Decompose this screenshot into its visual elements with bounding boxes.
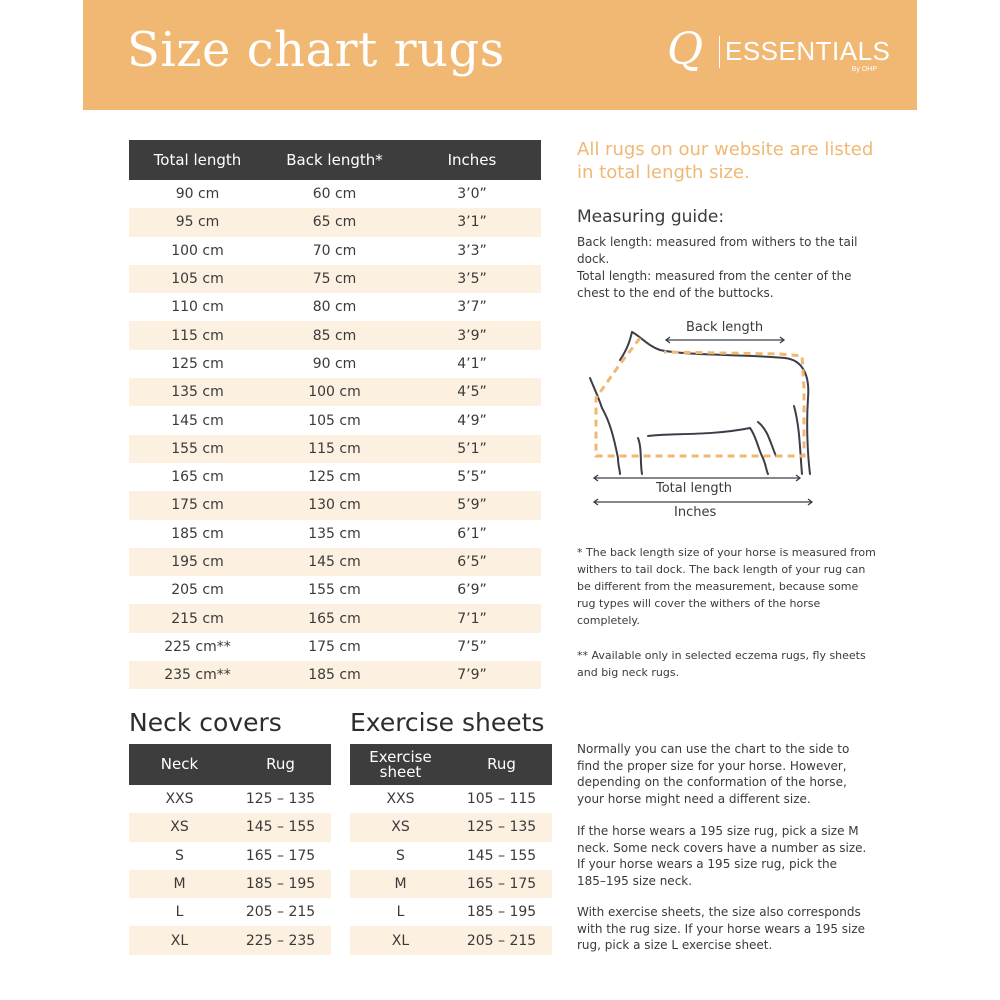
inches-cell: 4’9” — [457, 412, 487, 429]
back-length-footnote: * The back length size of your horse is measured from withers to tail dock. The back length of your rug can be different from the measurement, because some rug types will cover the withers of the horse completely. — [577, 546, 876, 627]
header-back-length: Back length* — [266, 140, 403, 180]
rug-range-cell: 205 – 215 — [451, 926, 552, 954]
table-row — [350, 870, 552, 898]
diagram-inches-label: Inches — [674, 505, 717, 520]
neck-size-cell: M — [129, 870, 230, 898]
table-row — [129, 548, 541, 576]
table-row — [129, 293, 541, 321]
measuring-guide-title: Measuring guide: — [577, 207, 725, 227]
table-row — [350, 842, 552, 870]
inches-cell: 3’3” — [457, 242, 487, 259]
table-row — [129, 576, 541, 604]
rug-range-cell: 125 – 135 — [451, 813, 552, 841]
back-length-cell: 70 cm — [312, 242, 357, 259]
table-row — [350, 898, 552, 926]
neck-covers-title: Neck covers — [129, 708, 282, 737]
back-length-cell: 135 cm — [308, 525, 361, 542]
rug-range-cell: 145 – 155 — [230, 813, 331, 841]
inches-cell: 3’0” — [457, 186, 487, 203]
table-row — [129, 842, 331, 870]
total-length-cell: 165 cm — [171, 469, 224, 486]
rug-range-cell: 205 – 215 — [245, 904, 316, 921]
header-total-length: Total length — [129, 140, 266, 180]
table-row — [129, 208, 541, 236]
total-length-cell: 225 cm** — [164, 638, 231, 655]
sheet-size-cell: M — [350, 870, 451, 898]
horse-outline-icon — [580, 318, 830, 528]
back-length-cell: 85 cm — [266, 321, 403, 349]
table-row — [129, 870, 331, 898]
table-row — [129, 237, 541, 265]
table-header-row — [129, 744, 331, 785]
logo-divider — [719, 36, 720, 68]
sheet-size-cell: XS — [350, 813, 451, 841]
total-length-cell: 235 cm** — [129, 661, 266, 689]
page-title: Size chart rugs — [127, 22, 505, 78]
rug-size-table — [129, 140, 541, 689]
table-row — [129, 785, 331, 813]
table-row — [350, 813, 552, 841]
header-banner — [83, 0, 917, 110]
rug-range-cell: 165 – 175 — [245, 847, 316, 864]
back-length-cell: 145 cm — [266, 548, 403, 576]
inches-cell: 3’5” — [403, 265, 541, 293]
back-length-cell: 165 cm — [266, 604, 403, 632]
table-row — [129, 604, 541, 632]
back-length-cell: 185 cm — [266, 661, 403, 689]
table-row — [129, 926, 331, 954]
rug-range-cell: 185 – 195 — [230, 870, 331, 898]
inches-cell: 4’5” — [403, 378, 541, 406]
sizing-paragraph: Normally you can use the chart to the side to find the proper size for your horse. However, depending on the conformation of the horse, your horse might need a different size. — [577, 742, 850, 806]
guide-back-length: Back length: measured from withers to the tail dock. — [577, 235, 858, 266]
sheet-size-cell: XL — [350, 926, 451, 954]
neck-sizing-paragraph: If the horse wears a 195 size rug, pick a size M neck. Some neck covers have a number as size. If your horse wears a 195 size rug, pick the 185–195 size neck. — [577, 824, 867, 888]
neck-cover-table — [129, 744, 331, 955]
rug-range-cell: 165 – 175 — [451, 870, 552, 898]
exercise-sheet-table — [350, 744, 552, 955]
exercise-sheets-title: Exercise sheets — [350, 708, 545, 737]
total-length-cell: 175 cm — [129, 491, 266, 519]
table-row — [350, 926, 552, 954]
total-length-headline: All rugs on our website are listed in total length size. — [577, 139, 874, 183]
total-length-cell: 205 cm — [171, 582, 224, 599]
back-length-cell: 80 cm — [312, 299, 357, 316]
neck-size-cell: XS — [129, 813, 230, 841]
total-length-cell: 195 cm — [129, 548, 266, 576]
rug-range-cell: 145 – 155 — [466, 847, 537, 864]
back-length-cell: 90 cm — [312, 355, 357, 372]
sheet-size-cell: L — [396, 904, 405, 921]
back-length-cell: 65 cm — [266, 208, 403, 236]
table-row — [129, 491, 541, 519]
neck-size-cell: XXS — [165, 791, 194, 808]
header-neck: Neck — [129, 744, 230, 785]
total-length-cell: 155 cm — [129, 435, 266, 463]
total-length-cell: 115 cm — [129, 321, 266, 349]
exercise-sizing-paragraph: With exercise sheets, the size also corresponds with the rug size. If your horse wears a 195 size rug, pick a size L exercise sheet. — [577, 905, 866, 952]
rug-range-cell: 185 – 195 — [466, 904, 537, 921]
total-length-cell: 105 cm — [129, 265, 266, 293]
back-length-cell: 105 cm — [308, 412, 361, 429]
inches-cell: 3’1” — [403, 208, 541, 236]
inches-cell: 5’1” — [403, 435, 541, 463]
availability-footnote: ** Available only in selected eczema rugs, fly sheets and big neck rugs. — [577, 649, 866, 679]
inches-cell: 3’9” — [403, 321, 541, 349]
back-length-cell: 125 cm — [308, 469, 361, 486]
header-inches: Inches — [403, 140, 541, 180]
total-length-cell: 215 cm — [129, 604, 266, 632]
total-length-cell: 90 cm — [175, 186, 220, 203]
back-length-cell: 75 cm — [266, 265, 403, 293]
total-length-cell: 185 cm — [171, 525, 224, 542]
back-length-cell: 60 cm — [312, 186, 357, 203]
diagram-back-length-label: Back length — [686, 320, 764, 335]
header-exercise-sheet: Exercise sheet — [350, 744, 451, 785]
logo-by: By OHP — [851, 66, 877, 73]
sheet-size-cell: XXS — [386, 791, 415, 808]
horse-measuring-diagram — [580, 318, 830, 528]
rug-range-cell: 225 – 235 — [230, 926, 331, 954]
total-length-cell: 110 cm — [171, 299, 224, 316]
table-row — [129, 520, 541, 548]
measuring-guide-text — [577, 234, 867, 302]
total-length-cell: 135 cm — [129, 378, 266, 406]
back-length-cell: 155 cm — [308, 582, 361, 599]
header-rug: Rug — [451, 744, 552, 785]
inches-cell: 3’7” — [457, 299, 487, 316]
table-row — [129, 180, 541, 208]
table-row — [129, 633, 541, 661]
guide-total-length: Total length: measured from the center of the chest to the end of the buttocks. — [577, 269, 852, 300]
inches-cell: 7’5” — [457, 638, 487, 655]
back-length-cell: 130 cm — [266, 491, 403, 519]
neck-size-cell: L — [175, 904, 184, 921]
total-length-cell: 100 cm — [171, 242, 224, 259]
table-row — [129, 350, 541, 378]
back-length-cell: 175 cm — [308, 638, 361, 655]
table-row — [129, 406, 541, 434]
back-length-cell: 100 cm — [266, 378, 403, 406]
table-row — [129, 898, 331, 926]
table-row — [129, 265, 541, 293]
neck-size-cell: XL — [129, 926, 230, 954]
table-row — [129, 378, 541, 406]
table-header-row — [350, 744, 552, 785]
total-length-cell: 145 cm — [171, 412, 224, 429]
table-row — [129, 661, 541, 689]
total-length-cell: 95 cm — [129, 208, 266, 236]
rug-range-cell: 105 – 115 — [466, 791, 537, 808]
table-row — [129, 321, 541, 349]
inches-cell: 4’1” — [457, 355, 487, 372]
back-length-cell: 115 cm — [266, 435, 403, 463]
diagram-total-length-label: Total length — [656, 481, 732, 496]
inches-cell: 5’5” — [457, 469, 487, 486]
inches-cell: 7’1” — [403, 604, 541, 632]
logo-name: ESSENTIALS — [725, 36, 891, 66]
inches-cell: 7’9” — [403, 661, 541, 689]
table-row — [129, 463, 541, 491]
logo-mark: Q — [667, 24, 704, 75]
rug-range-cell: 125 – 135 — [245, 791, 316, 808]
table-header-row — [129, 140, 541, 180]
inches-cell: 6’9” — [457, 582, 487, 599]
inches-cell: 5’9” — [403, 491, 541, 519]
inches-cell: 6’5” — [403, 548, 541, 576]
sheet-size-cell: S — [396, 847, 405, 864]
inches-cell: 6’1” — [457, 525, 487, 542]
neck-size-cell: S — [175, 847, 184, 864]
table-row — [350, 785, 552, 813]
total-length-cell: 125 cm — [171, 355, 224, 372]
header-rug: Rug — [230, 744, 331, 785]
brand-logo — [667, 24, 891, 80]
table-row — [129, 813, 331, 841]
table-row — [129, 435, 541, 463]
